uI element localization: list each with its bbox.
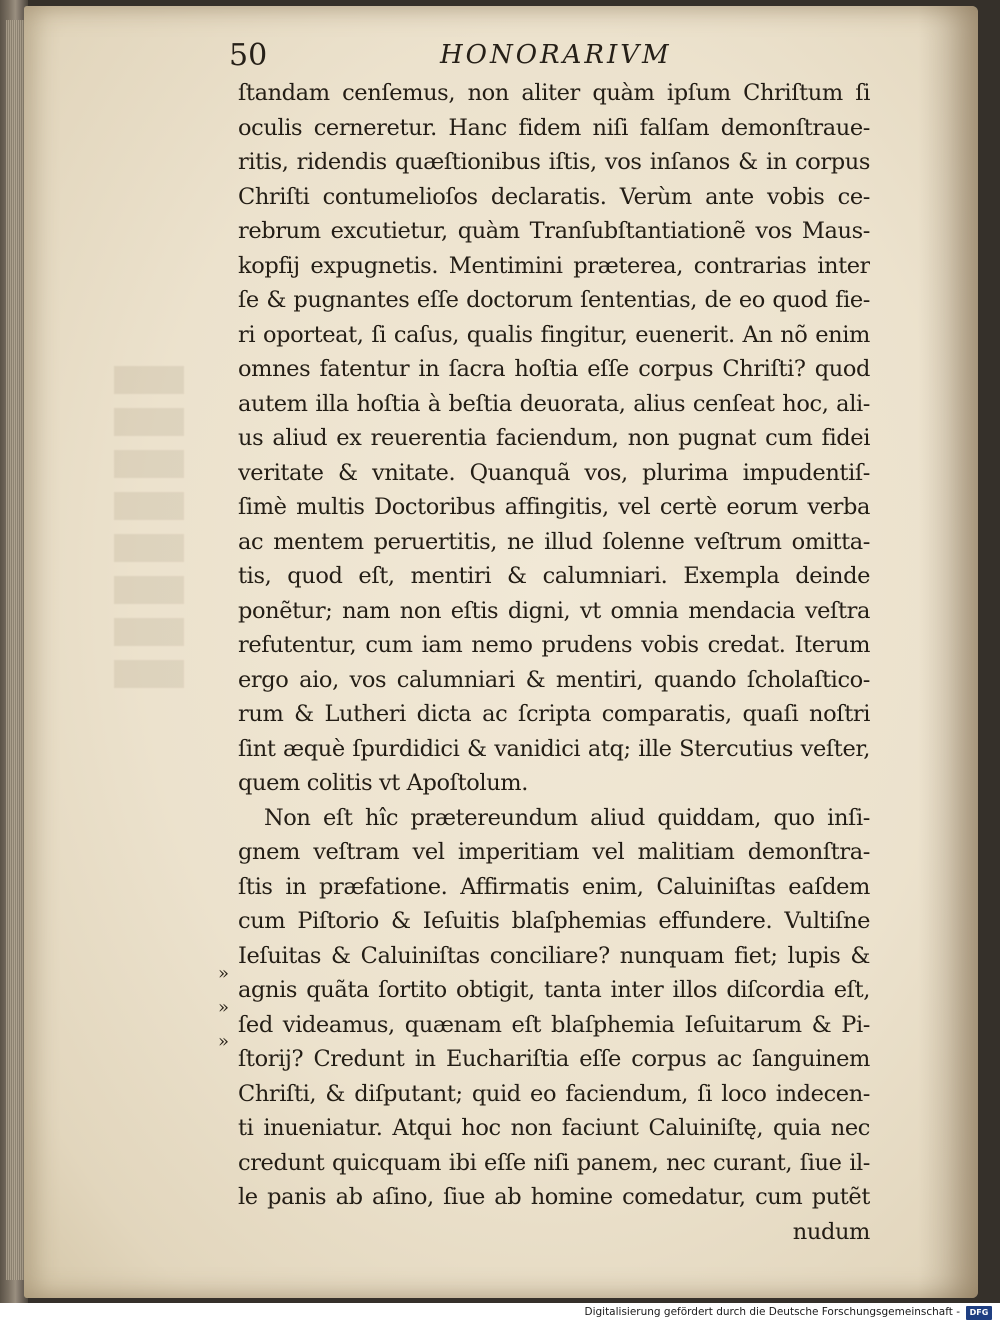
- funding-notice: Digitalisierung gefördert durch die Deutsche Forschungsgemeinschaft -: [584, 1306, 960, 1318]
- text-line: ſtandam cenſemus, non aliter quàm ipſum Chriſtum ſi: [238, 80, 870, 106]
- text-line: refutentur, cum iam nemo prudens vobis credat. Iterum: [238, 632, 870, 658]
- gutter-shadow: [918, 6, 978, 1298]
- text-line: ritis, ridendis quæſtionibus iſtis, vos inſanos & in corpus: [238, 149, 870, 175]
- text-line: Chriſti, & diſputant; quid eo faciendum, ſi loco indecen-: [238, 1080, 870, 1107]
- show-through-text: [114, 366, 234, 786]
- text-line: ergo aio, vos calumniari & mentiri, quando ſcholaſtico-: [238, 666, 870, 693]
- text-line: gnem veſtram vel imperitiam vel malitiam demonſtra-: [238, 839, 870, 865]
- body-text: [238, 76, 870, 1249]
- text-line: autem illa hoſtia à beſtia deuorata, alius cenſeat hoc, ali-: [238, 390, 870, 417]
- footer-bar: [0, 1303, 1000, 1323]
- page-stack: [6, 20, 26, 1280]
- catchword: nudum: [792, 1218, 870, 1245]
- margin-quote-mark: »: [218, 1031, 230, 1052]
- margin-quote-mark: »: [218, 997, 230, 1018]
- text-line: ac mentem peruertitis, ne illud ſolenne veſtrum omitta-: [238, 528, 870, 555]
- text-line: ſimè multis Doctoribus affingitis, vel certè eorum verba: [238, 494, 870, 520]
- margin-quote-mark: »: [218, 963, 230, 984]
- text-line: Ieſuitas & Caluiniſtas conciliare? nunquam fiet; lupis &: [238, 942, 870, 969]
- text-line: ponẽtur; nam non eſtis digni, vt omnia mendacia veſtra: [238, 597, 870, 624]
- text-line: le panis ab aſino, ſiue ab homine comedatur, cum putẽt: [238, 1184, 870, 1210]
- text-line: tis, quod eſt, mentiri & calumniari. Exempla deinde: [238, 563, 870, 589]
- text-line: ſint æquè ſpurdidici & vanidici atq; ille Stercutius veſter,: [238, 735, 870, 762]
- page-number: 50: [229, 38, 268, 73]
- text-line: cum Piſtorio & Ieſuitis blaſphemias effundere. Vultiſne: [238, 908, 870, 934]
- text-line: rebrum excutietur, quàm Tranſubſtantiationẽ vos Maus-: [238, 218, 870, 244]
- text-line: ſe & pugnantes eſſe doctorum ſententias, de eo quod fie-: [238, 287, 870, 313]
- text-line: credunt quicquam ibi eſſe niſi panem, nec curant, ſiue il-: [238, 1149, 870, 1176]
- text-line: ſed videamus, quænam eſt blaſphemia Ieſuitarum & Pi-: [238, 1011, 870, 1038]
- text-line: rum & Lutheri dicta ac ſcripta comparatis, quaſi noſtri: [238, 701, 870, 727]
- text-line: ri oporteat, ſi caſus, qualis fingitur, euenerit. An nõ enim: [238, 321, 870, 348]
- text-line: agnis quãta ſortito obtigit, tanta inter illos diſcordia eſt,: [238, 977, 870, 1003]
- dfg-logo: DFG: [966, 1306, 992, 1320]
- text-line: us aliud ex reuerentia faciendum, non pugnat cum fidei: [238, 425, 870, 451]
- running-head: HONORARIVM: [440, 40, 672, 70]
- text-line: oculis cerneretur. Hanc fidem niſi falſam demonſtraue-: [238, 114, 870, 141]
- text-line: ti inueniatur. Atqui hoc non faciunt Caluiniſtę, quia nec: [238, 1115, 870, 1141]
- text-line: veritate & vnitate. Quanquã vos, plurima impudentiſ-: [238, 459, 870, 486]
- text-line: kopfij expugnetis. Mentimini præterea, contrarias inter: [238, 252, 870, 279]
- text-line: quem colitis vt Apoſtolum.: [238, 770, 528, 796]
- text-line: Non eſt hîc prætereundum aliud quiddam, quo inſi-: [264, 804, 870, 831]
- text-line: Chriſti contumelioſos declaratis. Verùm ante vobis ce-: [238, 183, 870, 210]
- text-line: omnes fatentur in ſacra hoſtia eſſe corpus Chriſti? quod: [238, 356, 870, 382]
- text-line: ſtorij? Credunt in Euchariſtia eſſe corpus ac ſanguinem: [238, 1046, 870, 1072]
- text-line: ſtis in præfatione. Affirmatis enim, Caluiniſtas eaſdem: [238, 873, 870, 900]
